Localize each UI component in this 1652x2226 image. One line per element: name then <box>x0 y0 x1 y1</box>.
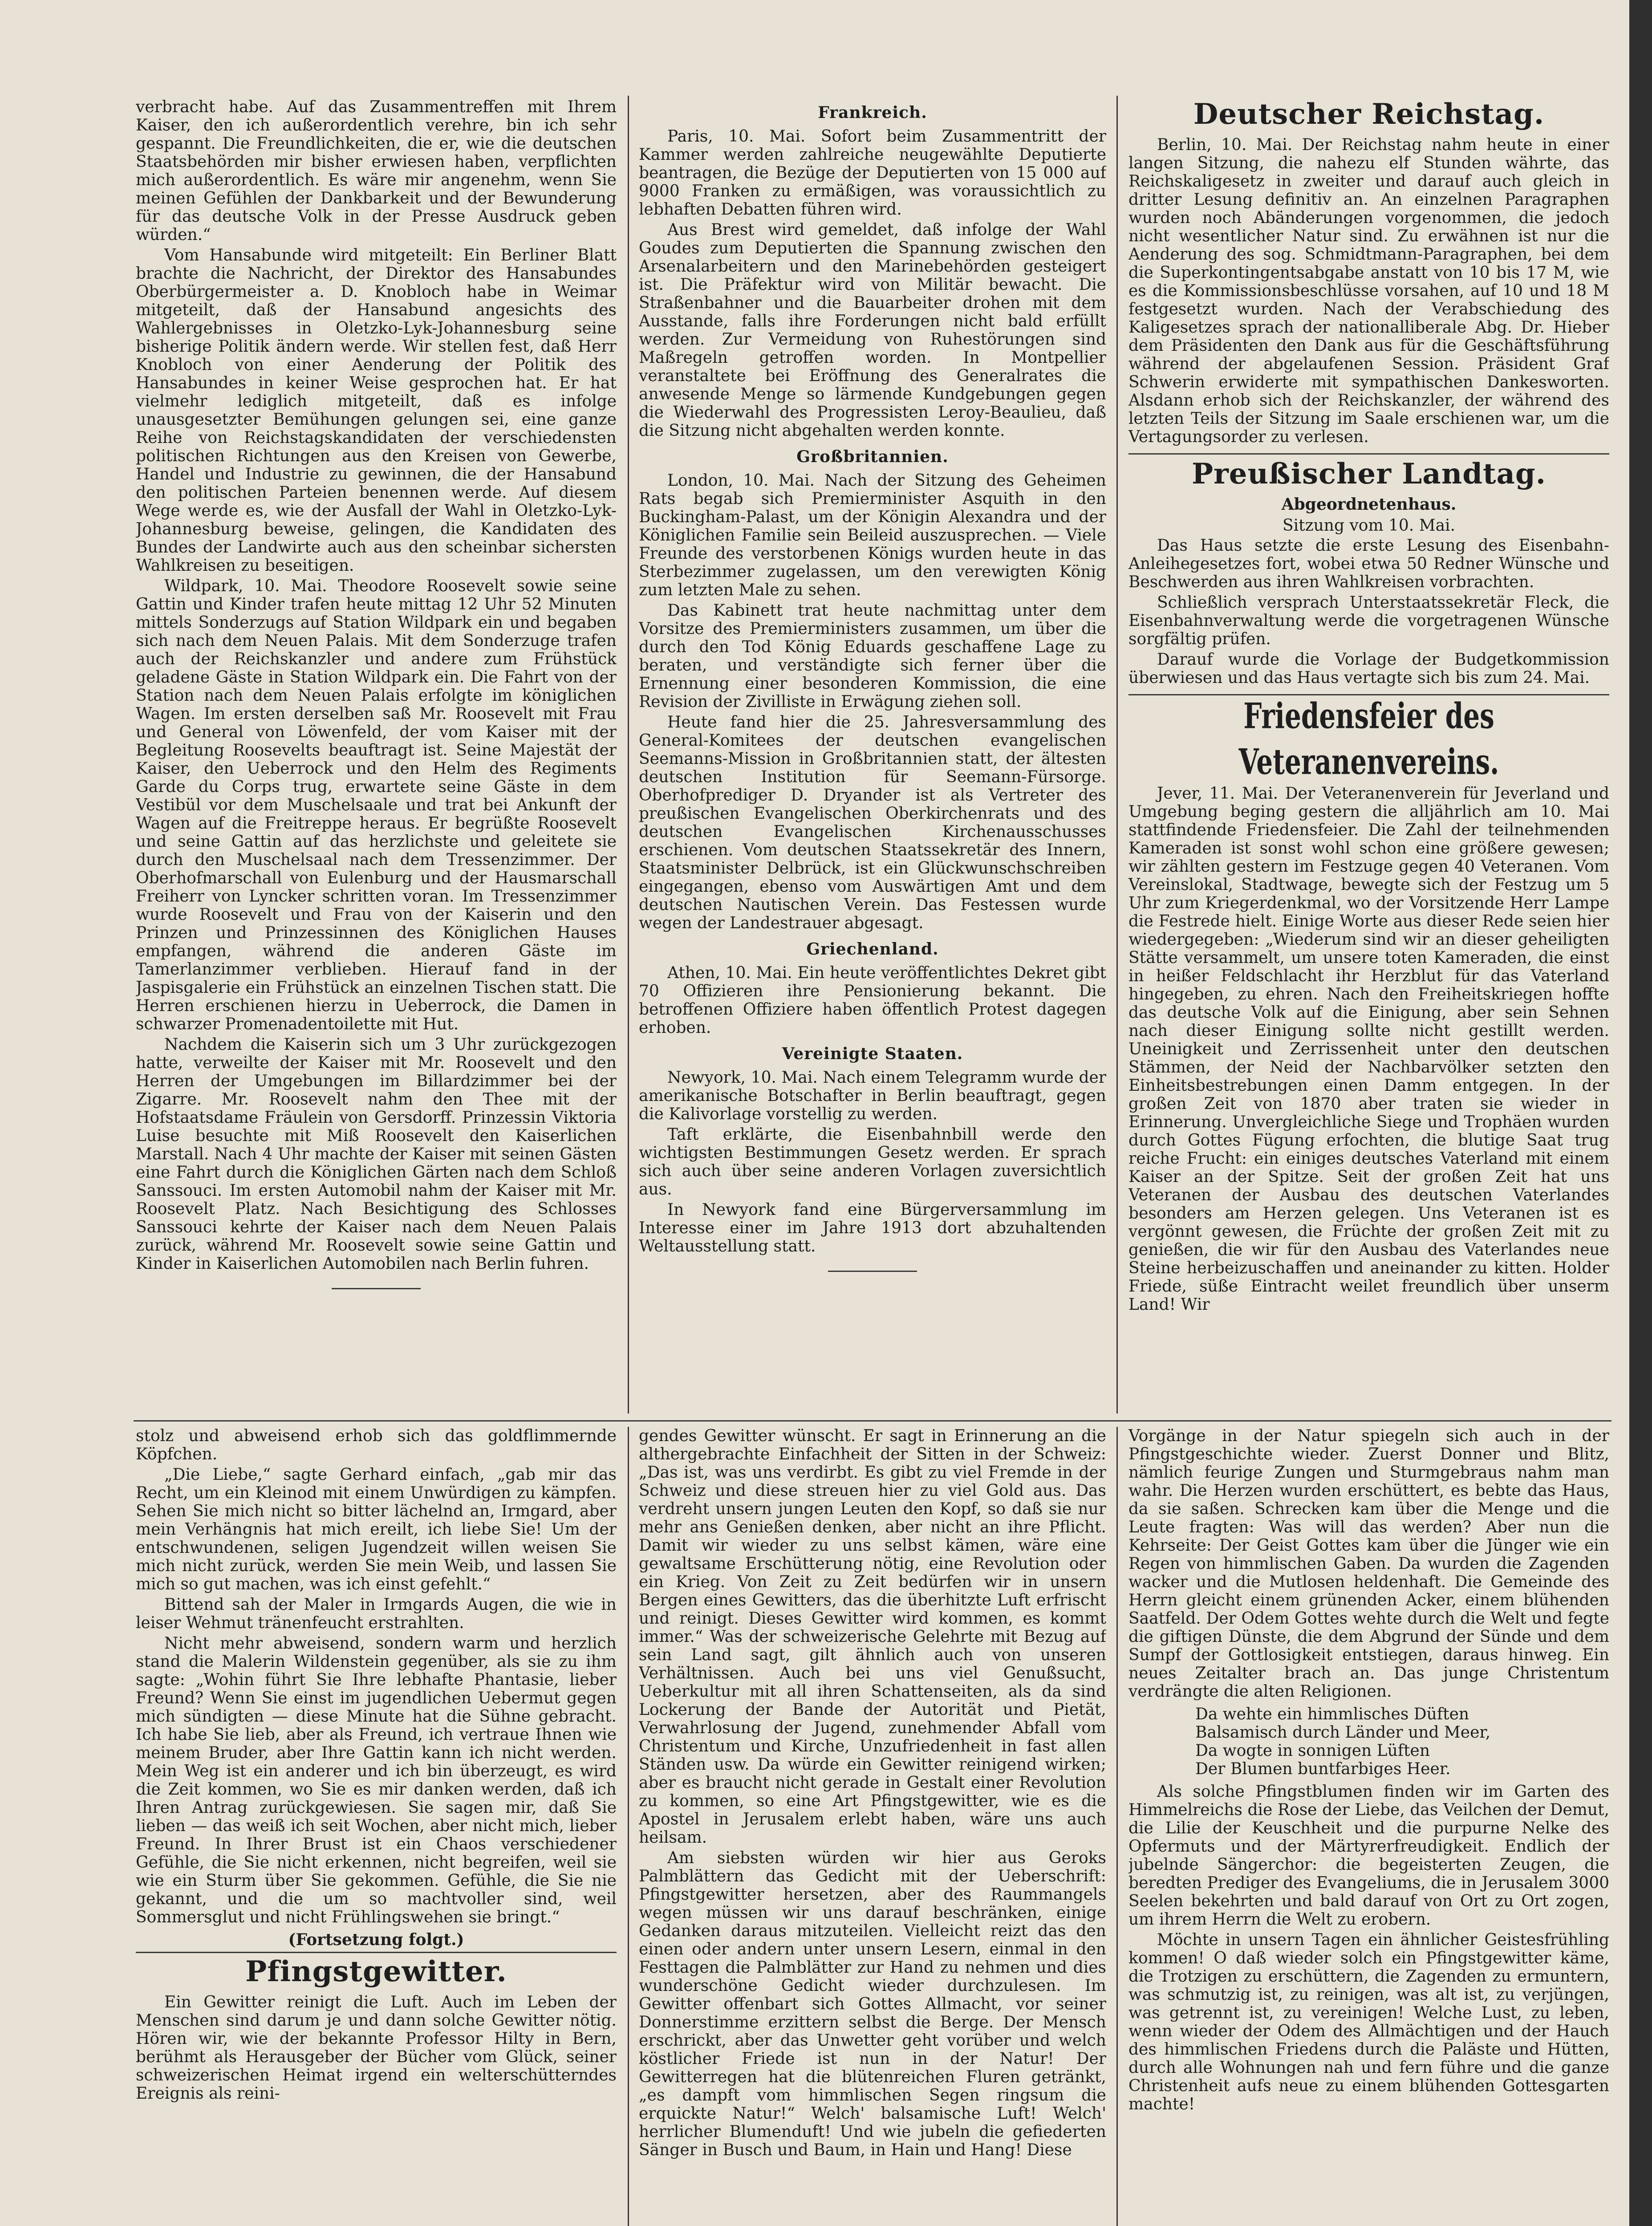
article-end-rule <box>828 1271 917 1272</box>
paragraph: Paris, 10. Mai. Sofort beim Zusammentritt der Kammer werden zahlreiche neugewählte Deputierte beantragen, die Bezüge der Deputierten von 15 000 auf 9000 Franken zu ermäßigen, was voraussichtlich zu lebhaften Debatten führen wird. <box>639 127 1106 219</box>
column-rule <box>628 1427 629 2226</box>
paragraph: Nachdem die Kaiserin sich um 3 Uhr zurückgezogen hatte, verweilte der Kaiser mit Mr. Roosevelt und den Herren der Umgebungen im Billardzimmer bei der Zigarre. Mr. Roosevelt nahm den Thee mit der Hofstaatsdame Fräulein von Gersdorff. Prinzessin Viktoria Luise besuchte mit Miß Roosevelt den Kaiserlichen Marstall. Nach 4 Uhr machte der Kaiser mit seinen Gästen eine Fahrt durch die Königlichen Gärten nach dem Schloß Sanssouci. Im ersten Automobil nahm der Kaiser mit Mr. Roosevelt Platz. Nach Besichtigung des Schlosses Sanssouci kehrte der Kaiser nach dem Neuen Palais zurück, während Mr. Roosevelt sowie seine Gattin und Kinder in Kaiserlichen Automobilen nach Berlin fuhren. <box>136 1036 617 1273</box>
paragraph: Berlin, 10. Mai. Der Reichstag nahm heute in einer langen Sitzung, die nahezu elf Stunden währte, das Reichskaligesetz in zweiter und darauf auch gleich in dritter Lesung definitiv an. An einzelnen Paragraphen wurden noch Abänderungen vorgenommen, die jedoch nicht wesentlicher Natur sind. Zu erwähnen ist nur die Aenderung des sog. Schmidtmann-Paragraphen, bei dem die Superkontingentsabgabe anstatt von 10 bis 17 M, wie es die Kommissionsbeschlüsse vorsahen, auf 10 und 18 M festgesetzt wurden. Nach der Verabschiedung des Kaligesetzes sprach der nationalliberale Abg. Dr. Hieber dem Präsidenten den Dank aus für die Geschäftsführung während der abgelaufenen Session. Präsident Graf Schwerin erwiderte mit sympathischen Dankesworten. Alsdann erhob sich der Reichskanzler, der während des letzten Teils der Sitzung im Saale erschienen war, um die Vertagungsorder zu verlesen. <box>1128 136 1609 446</box>
paragraph: Athen, 10. Mai. Ein heute veröffentlichtes Dekret gibt 70 Offizieren ihre Pensionierung bekannt. Die betroffenen Offiziere haben öffentlich Protest dagegen erhoben. <box>639 964 1106 1037</box>
column-2-top <box>639 96 1106 1414</box>
divider <box>1128 453 1609 455</box>
column-3-top <box>1128 96 1609 1414</box>
session-date: Sitzung vom 10. Mai. <box>1282 516 1456 535</box>
column-rule <box>628 96 629 1414</box>
headline-reichstag: Deutscher Reichstag. <box>1193 97 1545 131</box>
paragraph: stolz und abweisend erhob sich das goldflimmernde Köpfchen. <box>136 1427 617 1463</box>
paragraph: Jever, 11. Mai. Der Veteranenverein für Jeverland und Umgebung beging gestern die alljährlich am 10. Mai stattfindende Friedensfeier. Die Zahl der teilnehmenden Kameraden ist sonst wohl schon eine größere gewesen; wir zählten gestern im Festzuge gegen 40 Veteranen. Vom Vereinslokal, Stadtwage, bewegte sich der Festzug um 5 Uhr zum Kriegerdenkmal, wo der Vorsitzende Herr Lampe die Festrede hielt. Einige Worte aus dieser Rede seien hier wiedergegeben: „Wiederum sind wir an dieser geheiligten Stätte versammelt, um unsere toten Kameraden, die einst in heißer Feldschlacht ihr Herzblut für das Vaterland hingegeben, zu ehren. Nach den Freiheitskriegen hoffte das deutsche Volk auf die Einigung, aber sein Sehnen nach dieser Einigung sollte nicht gestillt werden. Uneinigkeit und Zerrissenheit unter den deutschen Stämmen, der Neid der Nachbarvölker setzten den Einheitsbestrebungen einen Damm entgegen. In der großen Zeit von 1870 aber traten sie wieder in Erinnerung. Unvergleichliche Siege und Trophäen wurden durch Gottes Fügung erfochten, die blutige Saat trug reiche Frucht: ein einiges deutsches Vaterland mit einem Kaiser an der Spitze. Seit der großen Zeit hat uns Veteranen der Ausbau des deutschen Vaterlandes besonders am Herzen gelegen. Uns Veteranen ist es vergönnt gewesen, die Früchte der großen Zeit mit zu genießen, die wir für den Ausbau des Vaterlandes neue Steine herbeizuschaffen und aneinander zu kitten. Holder Friede, süße Eintracht weilet freundlich über unserm Land! Wir <box>1128 784 1609 1314</box>
paragraph: Heute fand hier die 25. Jahresversammlung des General-Komitees der deutschen evangelischen Seemanns-Mission in Großbritannien statt, der ältesten deutschen Institution für Seemann-Fürsorge. Oberhofprediger D. Dryander ist als Vertreter des preußischen Evangelischen Oberkirchenrats und des deutschen Evangelischen Kirchenausschusses erschienen. Vom deutschen Staatssekretär des Innern, Staatsminister Delbrück, ist ein Glückwunschschreiben eingegangen, ebenso vom Auswärtigen Amt und dem deutschen Nautischen Verein. Das Festessen wurde wegen der Landestrauer abgesagt. <box>639 713 1106 932</box>
divider <box>136 1952 617 1953</box>
section-heading: Vereinigte Staaten. <box>782 1044 963 1063</box>
paragraph: Aus Brest wird gemeldet, daß infolge der Wahl Goudes zum Deputierten die Spannung zwischen den Arsenalarbeitern und den Marinebehörden gesteigert ist. Die Präfektur wird von Militär bewacht. Die Straßenbahner und die Bauarbeiter drohen mit dem Ausstande, falls ihre Forderungen nicht bald erfüllt werden. Zur Vermeidung von Ruhestörungen sind Maßregeln getroffen worden. In Montpellier veranstaltete bei Eröffnung des Generalrates die anwesende Menge so lärmende Kundgebungen gegen die Wiederwahl des Progressisten Leroy-Beaulieu, daß die Sitzung nicht abgehalten werden konnte. <box>639 221 1106 440</box>
headline-pfingstgewitter: Pfingstgewitter. <box>245 1955 507 1988</box>
section-heading: Großbritannien. <box>796 447 949 466</box>
verse-line: Balsamisch durch Länder und Meer, <box>1195 1723 1491 1742</box>
paragraph: verbracht habe. Auf das Zusammentreffen mit Ihrem Kaiser, den ich außerordentlich verehre, bin ich sehr gespannt. Die Freundlichkeiten, die er, wie die deutschen Staatsbehörden mir bisher erwiesen haben, verpflichten mich außerordentlich. Es wäre mir angenehm, wenn Sie meinen Gefühlen der Dankbarkeit und der Bewunderung für das deutsche Volk in der Presse Ausdruck geben würden.“ <box>136 98 617 244</box>
verse-line: Da wehte ein himmlisches Düften <box>1195 1705 1469 1723</box>
paragraph: Nicht mehr abweisend, sondern warm und herzlich stand die Malerin Wildenstein gegenüber, als sie zu ihm sagte: „Wohin führt Sie Ihre lebhafte Phantasie, lieber Freund? Wenn Sie einst im jugendlichen Uebermut gegen mich sündigten — diese Minute hat die Sühne gebracht. Ich habe Sie lieb, aber als Freund, ich vertraue Ihnen wie meinem Bruder, aber Ihre Gattin kann ich nicht werden. Mein Weg ist ein anderer und ich bin überzeugt, es wird die Zeit kommen, wo Sie es mir danken werden, daß ich Ihren Antrag zurückgewiesen. Sie sagen mir, daß Sie lieben — das weiß ich seit Wochen, aber nicht mich, lieber Freund. In Ihrer Brust ist ein Chaos verschiedener Gefühle, die Sie nicht erkennen, nicht begreifen, weil sie wie ein Sturm über Sie gekommen. Gefühle, die Sie nie gekannt, und die um so machtvoller sind, weil Sommersglut und nicht Frühlingswehen sie bringt.“ <box>136 1634 617 1926</box>
column-2-bottom <box>639 1427 1106 2226</box>
section-heading: Frankreich. <box>818 103 927 122</box>
continuation-note: (Fortsetzung folgt.) <box>288 1930 464 1949</box>
verse-line: Der Blumen buntfarbiges Heer. <box>1195 1760 1451 1778</box>
poem-verse <box>1195 1705 1609 1778</box>
verse-line: Da wogte in sonnigen Lüften <box>1195 1742 1430 1760</box>
paragraph: Wildpark, 10. Mai. Theodore Roosevelt sowie seine Gattin und Kinder trafen heute mittag 12 Uhr 52 Minuten mittels Sonderzugs auf Station Wildpark ein und begaben sich nach dem Neuen Palais. Mit dem Sonderzuge trafen auch der Reichskanzler und andere zum Frühstück geladene Gäste in Station Wildpark ein. Die Fahrt von der Station nach dem Neuen Palais erfolgte im königlichen Wagen. Im ersten derselben saß Mr. Roosevelt mit Frau und General von Löwenfeld, der vom Kaiser mit der Begleitung Roosevelts beauftragt ist. Seine Majestät der Kaiser, den Ueberrock und den Helm des Regiments Garde du Corps trug, erwartete seine Gäste in dem Vestibül vor dem Muschelsaale und trat bei Ankunft der Wagen auf die Freitreppe heraus. Er begrüßte Roosevelt und seine Gattin auf das herzlichste und geleitete sie durch den Muschelsaal nach dem Tressenzimmer. Der Oberhofmarschall von Eulenburg und der Hausmarschall Freiherr von Lyncker schritten voran. Im Tressenzimmer wurde Roosevelt und Frau von der Kaiserin und den Prinzen und Prinzessinnen des Königlichen Hauses empfangen, während die anderen Gäste im Tamerlanzimmer verblieben. Hierauf fand in der Jaspisgalerie ein Frühstück an einzelnen Tischen statt. Die Herren erschienen hierzu in Ueberrock, die Damen in schwarzer Promenadentoilette mit Hut. <box>136 577 617 1033</box>
paragraph: Das Kabinett trat heute nachmittag unter dem Vorsitze des Premierministers zusammen, um über die durch den Tod König Eduards geschaffene Lage zu beraten, und verständigte sich ferner über die Ernennung einer besonderen Kommission, die eine Revision der Zivilliste in Erwägung ziehen soll. <box>639 601 1106 711</box>
subheading: Abgeordnetenhaus. <box>1281 495 1457 514</box>
page-edge <box>1629 0 1652 2226</box>
section-heading: Griechenland. <box>806 940 939 959</box>
section-divider <box>134 1420 1611 1422</box>
column-rule <box>1116 1427 1118 2226</box>
column-3-bottom <box>1128 1427 1609 2226</box>
column-1-bottom <box>136 1427 617 2226</box>
article-end-rule <box>332 1288 421 1289</box>
paragraph: Vorgänge in der Natur spiegeln sich auch in der Pfingstgeschichte wieder. Zuerst Donner und Blitz, nämlich feurige Zungen und Sturmgebraus nahm man wahr. Die Herzen wurden erschüttert, es bebte das Haus, da sie saßen. Schrecken kam über die Menge und die Leute fragten: Was will das werden? Aber nun die Kehrseite: Der Geist Gottes kam über die Jünger wie ein Regen von himmlischen Gaben. Da wurden die Zagenden wacker und die Mutlosen heldenhaft. Die Gemeinde des Herrn gleicht einem grünenden Acker, einem blühenden Saatfeld. Der Odem Gottes wehte durch die Welt und fegte die giftigen Dünste, die dem Abgrund der Sünde und dem Sumpf der Gottlosigkeit entstiegen, daraus hinweg. Ein neues Zeitalter brach an. Das junge Christentum verdrängte die alten Religionen. <box>1128 1427 1609 1701</box>
column-rule <box>1116 96 1118 1414</box>
paragraph: „Die Liebe,“ sagte Gerhard einfach, „gab mir das Recht, um ein Kleinod mit einem Unwürdigen zu kämpfen. Sehen Sie mich nicht so bitter lächelnd an, Irmgard, aber mein Verhängnis hat mich ereilt, ich liebe Sie! Um der entschwundenen, seligen Jugendzeit willen weisen Sie mich nicht zurück, werden Sie mein Weib, und lassen Sie mich so gut machen, was ich einst gefehlt.“ <box>136 1466 617 1593</box>
column-1-top <box>136 98 617 1416</box>
paragraph: Vom Hansabunde wird mitgeteilt: Ein Berliner Blatt brachte die Nachricht, der Direktor des Hansabundes Oberbürgermeister a. D. Knobloch habe in Weimar mitgeteilt, daß der Hansabund angesichts des Wahlergebnisses in Oletzko-Lyk-Johannesburg seine bisherige Politik ändern werde. Wir stellen fest, daß Herr Knobloch von einer Aenderung der Politik des Hansabundes in keiner Weise gesprochen hat. Er hat vielmehr lediglich mitgeteilt, daß es infolge unausgesetzter Bemühungen gelungen sei, eine ganze Reihe von Reichstagskandidaten der verschiedensten politischen Richtungen aus den Kreisen von Gewerbe, Handel und Industrie zu gewinnen, die der Hansabund den politischen Parteien benennen werde. Auf diesem Wege werde es, wie der Ausfall der Wahl in Oletzko-Lyk-Johannesburg beweise, gelingen, die Kandidaten des Bundes der Landwirte auch aus den scheinbar sichersten Wahlkreisen zu beseitigen. <box>136 246 617 575</box>
headline-landtag: Preußischer Landtag. <box>1191 457 1546 491</box>
paragraph: Am siebsten würden wir hier aus Geroks Palmblättern das Gedicht mit der Ueberschrift: Pfingstgewitter hersetzen, aber des Raummangels wegen müssen wir uns darauf beschränken, einige Gedanken daraus mitzuteilen. Vielleicht reizt das den einen oder andern unter unsern Lesern, einmal in den Festtagen die Palmblätter zur Hand zu nehmen und dies wunderschöne Gedicht wieder durchzulesen. Im Gewitter offenbart sich Gottes Allmacht, vor seiner Donnerstimme erzittern selbst die Berge. Der Mensch erschrickt, aber das Unwetter geht vorüber und welch köstlicher Friede ist nun in der Natur! Der Gewitterregen hat die blütenreichen Fluren getränkt, „es dampft vom himmlischen Segen ringsum die erquickte Natur!“ Welch' balsamische Luft! Welch' herrlicher Blumenduft! Und wie jubeln die gefiederten Sänger in Busch und Baum, in Hain und Hang! Diese <box>639 1849 1106 2159</box>
paragraph: Das Haus setzte die erste Lesung des Eisenbahn-Anleihegesetzes fort, wobei etwa 50 Redner Wünsche und Beschwerden aus ihren Wahlkreisen vorbrachten. <box>1128 536 1609 591</box>
paragraph: Möchte in unsern Tagen ein ähnlicher Geistesfrühling kommen! O daß wieder solch ein Pfingstgewitter käme, die Trotzigen zu erschüttern, die Zagenden zu ermuntern, was schmutzig ist, zu reinigen, was alt ist, zu verjüngen, was getrennt ist, zu vereinigen! Welche Lust, zu leben, wenn wieder der Odem des Allmächtigen und der Hauch des himmlischen Friedens durch die Paläste und Hütten, durch alle Wohnungen nah und fern führe und die ganze Christenheit aufs neue zu einem blühenden Gottesgarten machte! <box>1128 1931 1609 2113</box>
paragraph: Schließlich versprach Unterstaatssekretär Fleck, die Eisenbahnverwaltung werde die vorgetragenen Wünsche sorgfältig prüfen. <box>1128 593 1609 648</box>
headline-friedensfeier: Friedensfeier des Veteranenvereins. <box>1238 695 1499 783</box>
paragraph: London, 10. Mai. Nach der Sitzung des Geheimen Rats begab sich Premierminister Asquith in den Buckingham-Palast, um der Königin Alexandra und der Königlichen Familie sein Beileid auszusprechen. — Viele Freunde des verstorbenen Königs wurden heute in das Sterbezimmer zugelassen, um den verewigten König zum letzten Male zu sehen. <box>639 471 1106 599</box>
paragraph: Darauf wurde die Vorlage der Budgetkommission überwiesen und das Haus vertagte sich bis zum 24. Mai. <box>1128 650 1609 687</box>
paragraph: Newyork, 10. Mai. Nach einem Telegramm wurde der amerikanische Botschafter in Berlin beauftragt, gegen die Kalivorlage vorstellig zu werden. <box>639 1068 1106 1123</box>
paragraph: In Newyork fand eine Bürgerversammlung im Interesse einer im Jahre 1913 dort abzuhaltenden Weltausstellung statt. <box>639 1201 1106 1255</box>
paragraph: gendes Gewitter wünscht. Er sagt in Erinnerung an die althergebrachte Einfachheit der Sitten in der Schweiz: „Das ist, was uns verdirbt. Es gibt zu viel Fremde in der Schweiz und diese streuen hier zu viel Gold aus. Das verdreht unsern jungen Leuten den Kopf, so daß sie nur mehr ans Genießen denken, aber nicht an ihre Pflicht. Damit wir wieder zu uns selbst kämen, wäre eine gewaltsame Erschütterung nötig, eine Revolution oder ein Krieg. Von Zeit zu Zeit bedürfen wir in unsern Bergen eines Gewitters, das die überhitzte Luft erfrischt und reinigt. Dieses Gewitter wird kommen, es kommt immer.“ Was der schweizerische Gelehrte mit Bezug auf sein Land sagt, gilt ähnlich auch von unseren Verhältnissen. Auch bei uns viel Genußsucht, Ueberkultur mit all ihren Schattenseiten, als da sind Lockerung der Bande der Autorität und Pietät, Verwahrlosung der Jugend, zunehmender Abfall vom Christentum und Kirche, Unzufriedenheit in fast allen Ständen usw. Da würde ein Gewitter reinigend wirken; aber es braucht nicht gerade in Gestalt einer Revolution zu kommen, so eine Art Pfingstgewitter, wie es die Apostel in Jerusalem erlebt haben, wäre uns auch heilsam. <box>639 1427 1106 1847</box>
paragraph: Bittend sah der Maler in Irmgards Augen, die wie in leiser Wehmut tränenfeucht erstrahlten. <box>136 1596 617 1632</box>
paragraph: Ein Gewitter reinigt die Luft. Auch im Leben der Menschen sind darum je und dann solche Gewitter nötig. Hören wir, wie der bekannte Professor Hilty in Bern, berühmt als Herausgeber der Bücher vom Glück, seiner schweizerischen Heimat irgend ein welterschütterndes Ereignis als reini- <box>136 1993 617 2103</box>
paragraph: Taft erklärte, die Eisenbahnbill werde den wichtigsten Bestimmungen Gesetz werden. Er sprach sich auch über seine anderen Vorlagen zuversichtlich aus. <box>639 1125 1106 1198</box>
paragraph: Als solche Pfingstblumen finden wir im Garten des Himmelreichs die Rose der Liebe, das Veilchen der Demut, die Lilie der Keuschheit und die purpurne Nelke des Opfermuts und der Märtyrerfreudigkeit. Endlich der jubelnde Sängerchor: die begeisterten Zeugen, die beredten Prediger des Evangeliums, die in Jerusalem 3000 Seelen bekehrten und bald darauf von Ort zu Ort zogen, um ihrem Herrn die Welt zu erobern. <box>1128 1783 1609 1929</box>
